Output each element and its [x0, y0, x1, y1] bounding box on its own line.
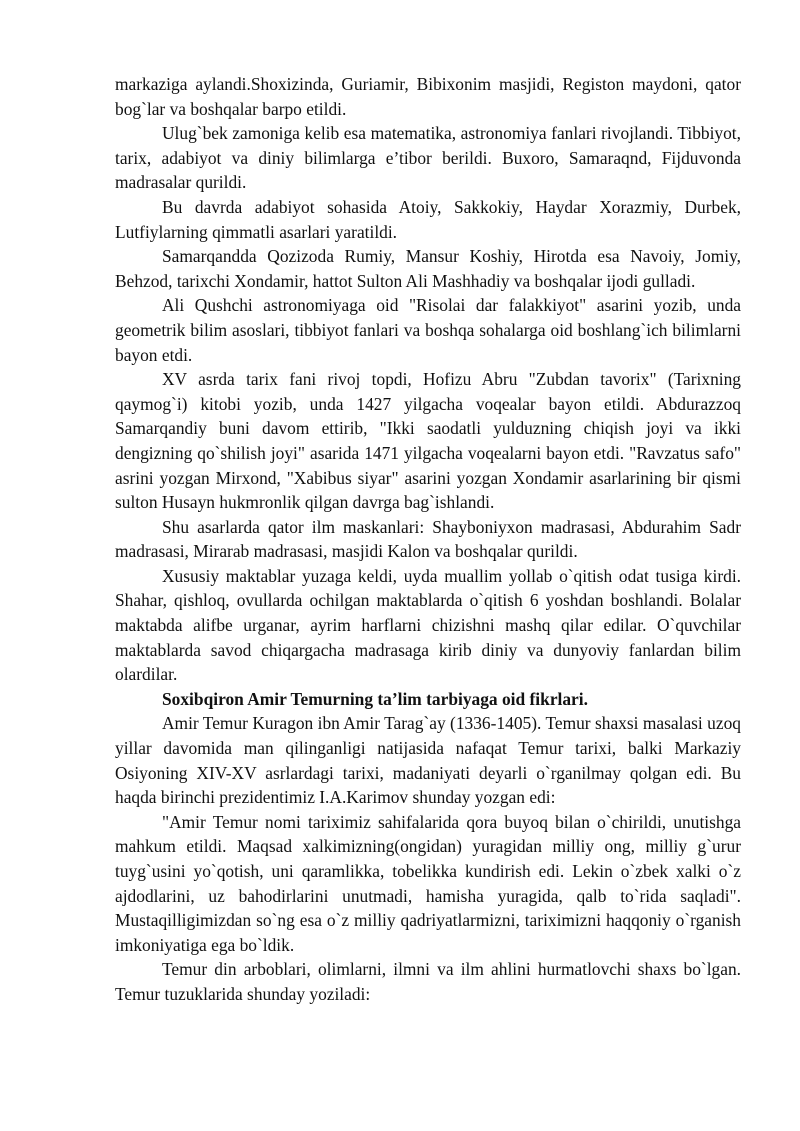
paragraph-private-schools: Xususiy maktablar yuzaga keldi, uyda muallim yollab o`qitish odat tusiga kirdi. Shahar, qishloq, ovullarda ochilgan maktablarda o`qitish 6 yoshdan boshlandi. Bolalar maktabda alifbe urganar, ayrim harflarni chizishni mashq qilar edilar. O`quvchilar maktablarda savod chiqargacha madrasaga kirib diniy va dunyoviy fanlardan bilim olardilar. — [115, 565, 741, 685]
paragraph-amir-temur: Amir Temur Kuragon ibn Amir Tarag`ay (1336-1405). Temur shaxsi masalasi uzoq yillar davomida man qilinganligi natijasida nafaqat Temur tarixi, balki Markaziy Osiyoning XIV-XV asrlardagi tarixi, madaniyati deyarli o`rganilmay qolgan edi. Bu haqda birinchi prezidentimiz I.A.Karimov shunday yozgan edi: — [115, 713, 741, 808]
paragraph-temur-religion: Temur din arboblari, olimlarni, ilmni va ilm ahlini hurmatlovchi shaxs bo`lgan. Temur tuzuklarida shunday yoziladi: — [115, 959, 741, 1004]
paragraph-continuation: markaziga aylandi.Shoxizinda, Guriamir, Bibixonim masjidi, Registon maydoni, qator bog`lar va boshqalar barpo etildi. — [115, 74, 741, 119]
section-heading: Soxibqiron Amir Temurning ta’lim tarbiyaga oid fikrlari. — [162, 688, 588, 709]
paragraph-ali-qushchi: Ali Qushchi astronomiyaga oid "Risolai dar falakkiyot" asarini yozib, unda geometrik bilim asoslari, tibbiyot fanlari va boshqa sohalarga oid boshlang`ich bilimlarni bayon etdi. — [115, 295, 741, 365]
document-page — [115, 72, 741, 1007]
paragraph-quote: "Amir Temur nomi tariximiz sahifalarida qora buyoq bilan o`chirildi, unutishga mahkum etildi. Maqsad xalkimizning(ongidan) yuragidan milliy ong, milliy g`urur tuyg`usini yo`qotish, uni qaramlikka, tobelikka kundirish edi. Lekin o`zbek xalki o`z ajdodlarini, uz bahodirlarini unutmadi, hamisha yuragida, qalb to`rida saqladi". Mustaqilligimizdan so`ng esa o`z milliy qadriyatlarmizni, tariximizni haqqoniy o`rganish imkoniyatiga ega bo`ldik. — [115, 811, 741, 955]
paragraph-ulugbek: Ulug`bek zamoniga kelib esa matematika, astronomiya fanlari rivojlandi. Tibbiyot, tarix, adabiyot va diniy bilimlarga e’tibor berildi. Buxoro, Samaraqnd, Fijduvonda madrasalar qurildi. — [115, 123, 741, 193]
paragraph-literature: Bu davrda adabiyot sohasida Atoiy, Sakkokiy, Haydar Xorazmiy, Durbek, Lutfiylarning qimmatli asarlari yaratildi. — [115, 196, 741, 242]
paragraph-history-xv: XV asrda tarix fani rivoj topdi, Hofizu Abru "Zubdan tavorix" (Tarixning qaymog`i) kitobi yozib, unda 1427 yilgacha voqealar bayon etildi. Abdurazzoq Samarqandiy buni davom ettirib, "Ikki saodatli yulduzning chiqish joyi va ikki dengizning qo`shilish joyi" asarida 1471 yilgacha voqealarni bayon etdi. "Ravzatus safo" asrini yozgan Mirxond, "Xabibus siyar" asarini yozgan Xondamir asarlarining bir qismi sulton Husayn hukmronlik qilgan davrga bag`ishlandi. — [115, 369, 741, 513]
paragraph-madrasas: Shu asarlarda qator ilm maskanlari: Shayboniyxon madrasasi, Abdurahim Sadr madrasasi, Mirarab madrasasi, masjidi Kalon va boshqalar qurildi. — [115, 516, 741, 562]
paragraph-samarkand-herat: Samarqandda Qozizoda Rumiy, Mansur Koshiy, Hirotda esa Navoiy, Jomiy, Behzod, tarixchi Xondamir, hattot Sulton Ali Mashhadiy va boshqalar ijodi gulladi. — [115, 246, 741, 291]
